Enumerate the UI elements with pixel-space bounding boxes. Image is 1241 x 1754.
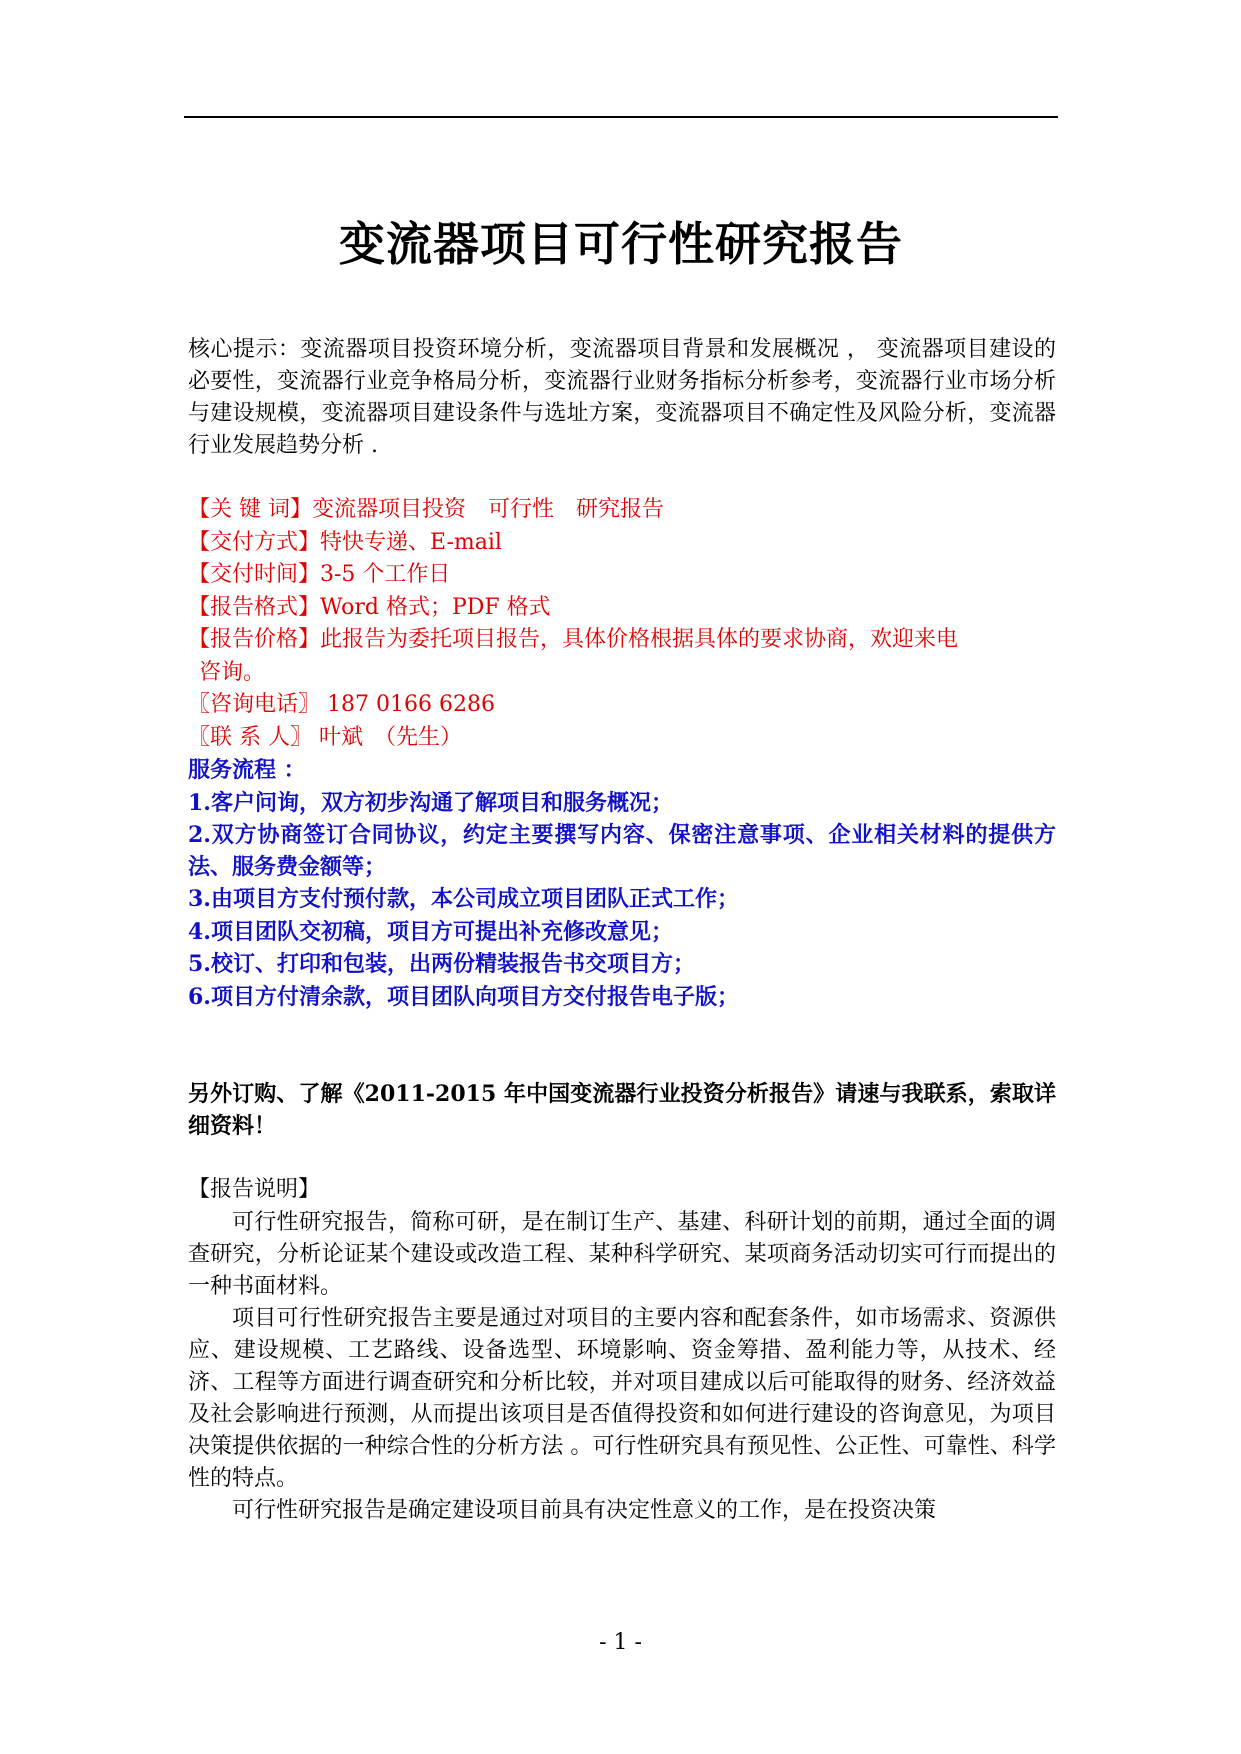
report-heading: 【报告说明】: [188, 1177, 321, 1202]
report-paragraph: 可行性研究报告，简称可研，是在制订生产、基建、科研计划的前期，通过全面的调查研究，分析论证某个建设或改造工程、某种科学研究、某项商务活动切实可行而提出的一种书面材料。: [188, 1209, 1056, 1299]
contact-line: 〖联 系 人〗 叶斌 （先生）: [188, 724, 462, 750]
price-line-continued: 咨询。: [199, 659, 266, 685]
order-note: 另外订购、了解《2011-2015 年中国变流器行业投资分析报告》请速与我联系，索取详细资料！: [188, 1081, 1056, 1139]
page-title: 变流器项目可行性研究报告: [339, 217, 903, 271]
page-number: - 1 -: [599, 1630, 642, 1655]
service-step: 6.项目方付清余款，项目团队向项目方交付报告电子版；: [188, 983, 739, 1010]
info-block: [188, 494, 1056, 754]
report-paragraph: 项目可行性研究报告主要是通过对项目的主要内容和配套条件，如市场需求、资源供应、建设规模、工艺路线、设备选型、环境影响、资金筹措、盈利能力等，从技术、经济、工程等方面进行调查研究和分析比较，并对项目建成以后可能取得的财务、经济效益及社会影响进行预测，从而提出该项目是否值得投资和如何进行建设的咨询意见，为项目决策提供依据的一种综合性的分析方法 。可行性研究具有预见性、公正性、可靠性、科学性的特点。: [188, 1305, 1056, 1491]
document-body: [188, 334, 1056, 1527]
price-line: 【报告价格】此报告为委托项目报告，具体价格根据具体的要求协商，欢迎来电: [188, 627, 959, 652]
format-line: 【报告格式】Word 格式；PDF 格式: [188, 594, 551, 620]
phone-line: 〖咨询电话〗 187 0166 6286: [188, 692, 495, 717]
service-step: 3.由项目方支付预付款，本公司成立项目团队正式工作；: [188, 886, 739, 912]
service-heading: 服务流程 ：: [188, 757, 306, 783]
service-step: 4.项目团队交初稿，项目方可提出补充修改意见；: [188, 918, 673, 945]
service-process: [188, 754, 1056, 1013]
delivery-time-line: 【交付时间】3-5 个工作日: [188, 562, 451, 587]
service-step: 1.客户问询，双方初步沟通了解项目和服务概况；: [188, 789, 673, 816]
summary-paragraph: 核心提示：变流器项目投资环境分析，变流器项目背景和发展概况 ， 变流器项目建设的必要性，变流器行业竞争格局分析，变流器行业财务指标分析参考，变流器行业市场分析与建设规模，变流器项目建设条件与选址方案，变流器项目不确定性及风险分析，变流器行业发展趋势分析 .: [188, 337, 1056, 458]
report-paragraph: 可行性研究报告是确定建设项目前具有决定性意义的工作，是在投资决策: [232, 1497, 937, 1523]
keywords-line: 【关 键 词】变流器项目投资 可行性 研究报告: [188, 497, 664, 522]
service-step: 2.双方协商签订合同协议，约定主要撰写内容、保密注意事项、企业相关材料的提供方法、服务费金额等；: [188, 822, 1056, 880]
header-rule: [184, 116, 1058, 118]
service-step: 5.校订、打印和包装，出两份精装报告书交项目方；: [188, 951, 695, 977]
delivery-method-line: 【交付方式】特快专递、E-mail: [188, 529, 502, 555]
